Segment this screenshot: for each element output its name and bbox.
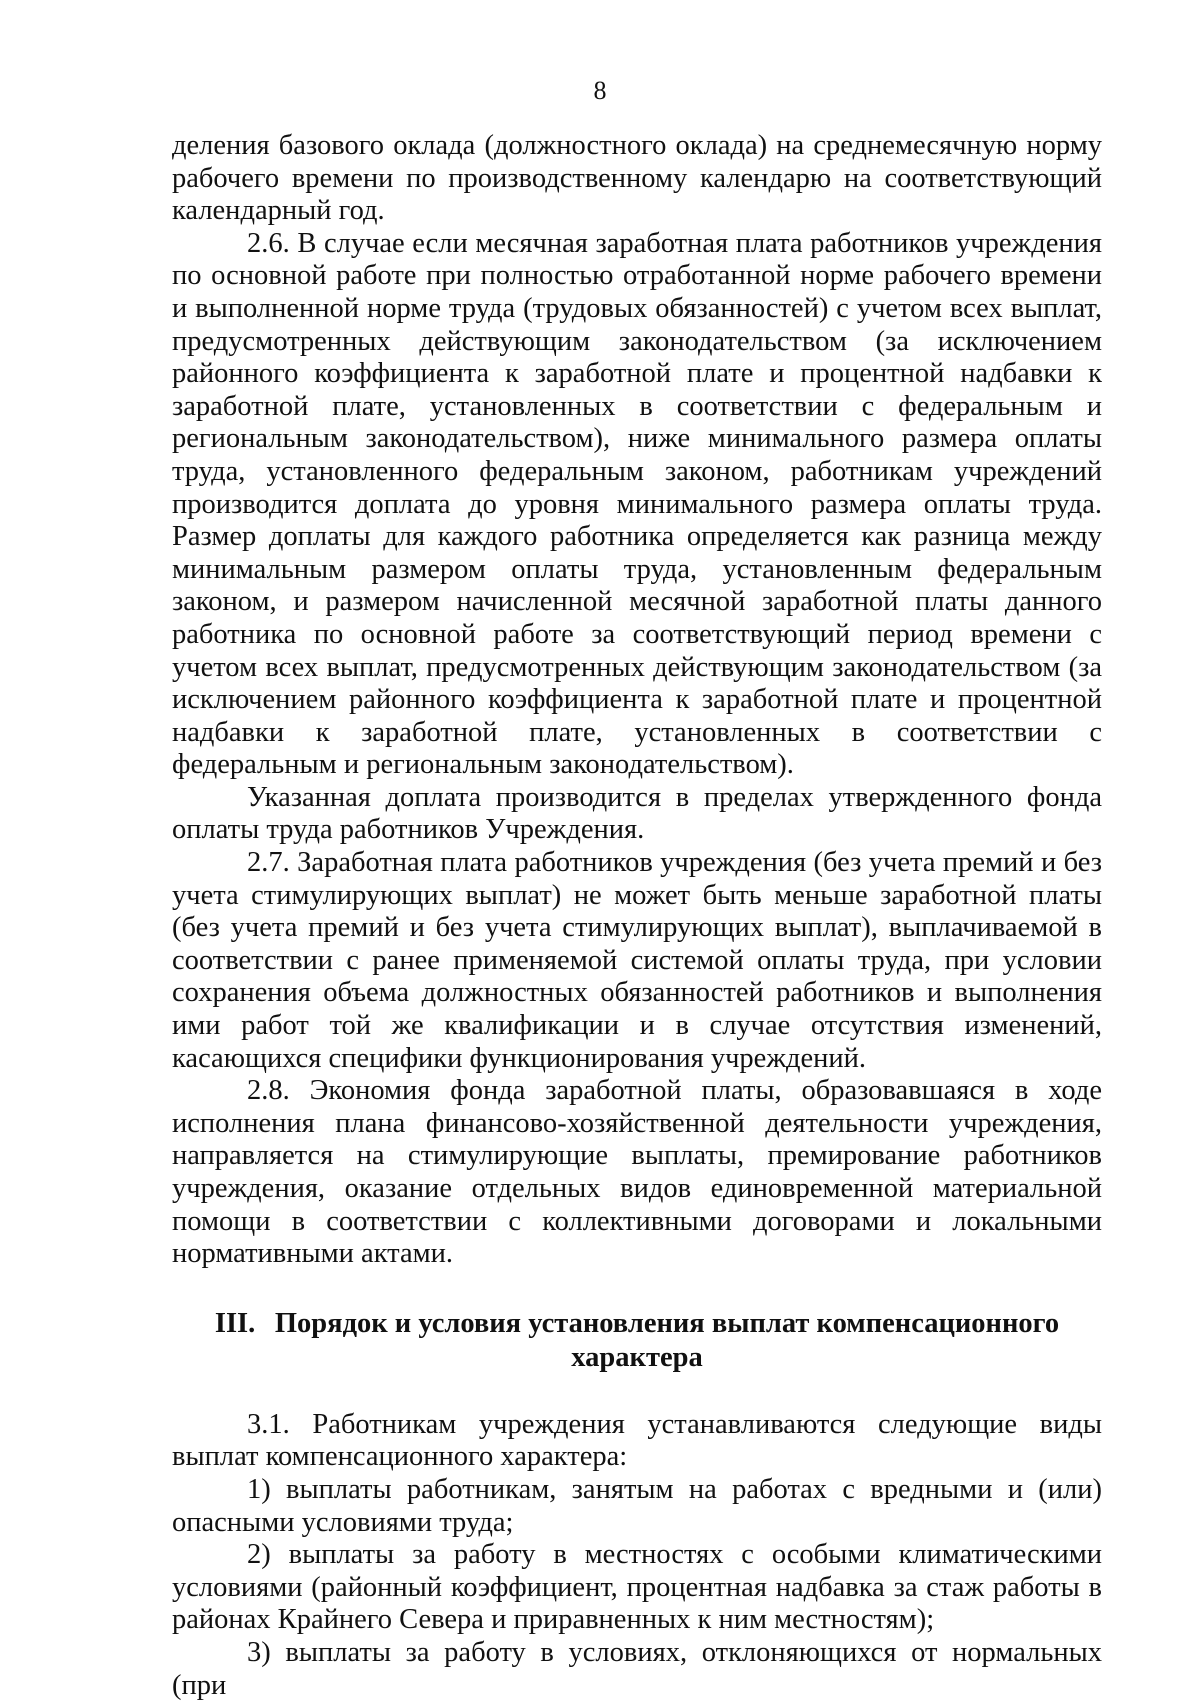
paragraph-surcharge-note: Указанная доплата производится в пределах утвержденного фонда оплаты труда работников Учреждения.: [172, 781, 1102, 846]
paragraph-continuation: деления базового оклада (должностного оклада) на среднемесячную норму рабочего времени по производственному календарю на соответствующий календарный год.: [172, 130, 1102, 227]
list-item-1: 1) выплаты работникам, занятым на работах с вредными и (или) опасными условиями труда;: [172, 1473, 1102, 1538]
paragraph-3-1: 3.1. Работникам учреждения устанавливаются следующие виды выплат компенсационного характера:: [172, 1408, 1102, 1473]
section-title-part-2: характера: [571, 1341, 703, 1373]
page-number: 8: [593, 76, 607, 105]
paragraph-2-6: 2.6. В случае если месячная заработная плата работников учреждения по основной работе при полностью отработанной норме рабочего времени и выполненной норме труда (трудовых обязанностей) с учетом всех выплат, предусмотренных действующим законодательством (за исключением районного коэффициента к заработной плате и процентной надбавки к заработной плате, установленных в соответствии с федеральным и региональным законодательством), ниже минимального размера оплаты труда, установленного федеральным законом, работникам учреждений производится доплата до уровня минимального размера оплаты труда. Размер доплаты для каждого работника определяется как разница между минимальным размером оплаты труда, установленным федеральным законом, и размером начисленной месячной заработной платы данного работника по основной работе за соответствующий период времени с учетом всех выплат, предусмотренных действующим законодательством (за исключением районного коэффициента к заработной плате и процентной надбавки к заработной плате, установленных в соответствии с федеральным и региональным законодательством).: [172, 227, 1102, 781]
document-body: [172, 130, 1102, 1702]
paragraph-2-7: 2.7. Заработная плата работников учреждения (без учета премий и без учета стимулирующих выплат) не может быть меньше заработной платы (без учета премий и без учета стимулирующих выплат), выплачиваемой в соответствии с ранее применяемой системой оплаты труда, при условии сохранения объема должностных обязанностей работников и выполнения ими работ той же квалификации и в случае отсутствия изменений, касающихся специфики функционирования учреждений.: [172, 847, 1102, 1074]
paragraph-2-8: 2.8. Экономия фонда заработной платы, образовавшаяся в ходе исполнения плана финансово-хозяйственной деятельности учреждения, направляется на стимулирующие выплаты, премирование работников учреждения, оказание отдельных видов единовременной материальной помощи в соответствии с коллективными договорами и локальными нормативными актами.: [172, 1075, 1102, 1270]
list-item-3: 3) выплаты за работу в условиях, отклоняющихся от нормальных (при: [172, 1636, 1102, 1701]
section-heading: [172, 1307, 1102, 1375]
section-heading-line-1: [172, 1307, 1102, 1341]
section-title-part-1: Порядок и условия установления выплат компенсационного: [274, 1307, 1060, 1339]
list-item-2: 2) выплаты за работу в местностях с особыми климатическими условиями (районный коэффициент, процентная надбавка за стаж работы в районах Крайнего Севера и приравненных к ним местностям);: [172, 1539, 1102, 1636]
section-numeral: III.: [214, 1307, 256, 1339]
